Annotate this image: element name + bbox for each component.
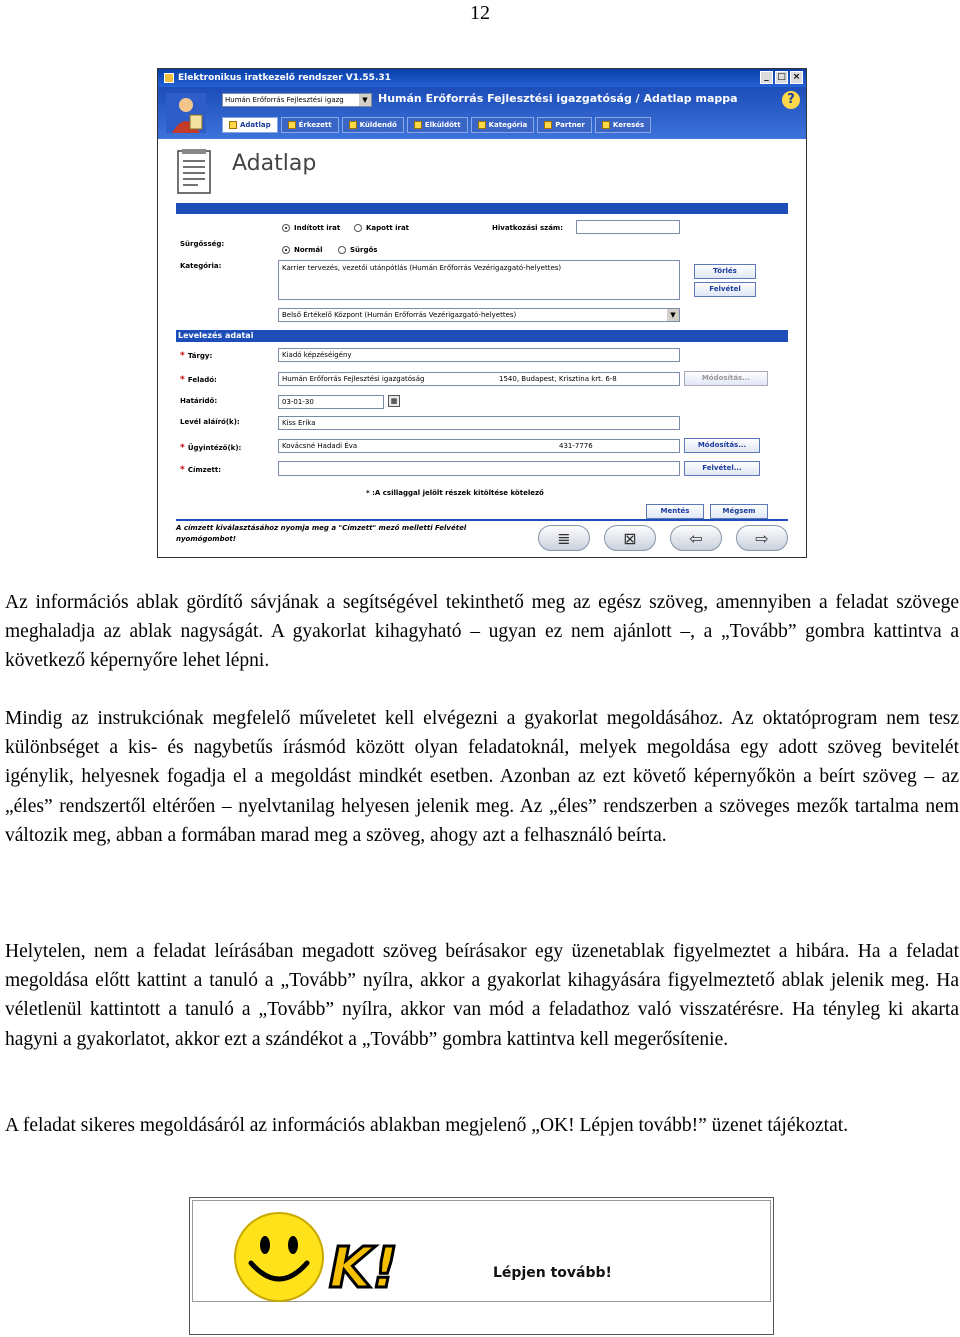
ugyintezo-phone: 431-7776 xyxy=(559,442,593,450)
modositas-ugyintezo-button[interactable]: Módosítás... xyxy=(684,438,760,453)
kategoria-textarea[interactable] xyxy=(278,260,680,300)
ugyintezo-input[interactable] xyxy=(278,439,680,453)
tutorial-nav xyxy=(538,525,788,551)
tab-icon xyxy=(544,121,552,129)
normal-label: Normál xyxy=(294,246,323,254)
ok-message-text: Lépjen tovább! xyxy=(493,1265,612,1281)
tab-icon xyxy=(414,121,422,129)
ugyintezo-value: Kovácsné Hadadi Éva xyxy=(282,442,358,450)
paragraph-4: A feladat sikeres megoldásáról az információs ablakban megjelenő „OK! Lépjen tovább!” üzenet tájékoztat. xyxy=(5,1115,849,1136)
app-screenshot xyxy=(157,68,807,558)
kategoria-value: Karrier tervezés, vezetői utánpótlás (Humán Erőforrás Vezérigazgató-helyettes) xyxy=(282,264,562,272)
paragraph-1: Az információs ablak gördítő sávjának a segítségével tekinthető meg az egész szöveg, amennyiben a feladat szövege meghaladja az ablak nagyságát. A gyakorlat kihagyható – ugyan ez nem ajánlott –, a „Tovább” gombra kattintva a következő képernyőre lehet lépni. xyxy=(5,592,959,672)
kategoria-label: Kategória: xyxy=(180,262,222,270)
szervezet-select[interactable] xyxy=(278,308,680,322)
minimize-button[interactable]: _ xyxy=(760,71,773,84)
torles-button[interactable]: Törlés xyxy=(694,264,756,279)
header-title: Humán Erőforrás Fejlesztési igazgatóság / Adatlap mappa xyxy=(378,92,738,105)
department-select-value: Humán Erőforrás Fejlesztési igazg xyxy=(225,96,344,104)
form-top-bar xyxy=(176,203,788,214)
calendar-icon[interactable]: ▦ xyxy=(388,395,400,407)
tab-kuldendo[interactable] xyxy=(342,117,404,133)
kapott-irat-label: Kapott irat xyxy=(366,224,410,232)
tab-icon xyxy=(602,121,610,129)
tab-elkuldott[interactable] xyxy=(407,117,468,133)
maximize-button[interactable]: □ xyxy=(775,71,788,84)
tab-kereses[interactable] xyxy=(595,117,651,133)
megsem-button[interactable]: Mégsem xyxy=(710,504,768,519)
required-note: * :A csillaggal jelölt részek kitöltése kötelező xyxy=(366,489,544,497)
paragraph-3: Helytelen, nem a feladat leírásában megadott szöveg beírásakor egy üzenetablak figyelmeztet a hibára. Ha a feladat megoldása előtt kattint a tanuló a „Tovább” nyílra, akkor a gyakorlat kihagyására figyelmeztető ablak jelenik meg. Ha véletlenül kattintott a tanuló a „Tovább” nyílra, akkor van mód a feladathoz való visszatérésre. Ha tényleg ki akarta hagyni a gyakorlatot, akkor ezt a szándékot a „Tovább” gombra kattintva kell megerősítenie. xyxy=(5,941,959,1050)
forward-arrow-icon[interactable]: ⇨ xyxy=(736,525,788,551)
kapott-irat-radio[interactable] xyxy=(354,224,362,232)
document-title: Adatlap xyxy=(232,151,317,176)
tab-label: Érkezett xyxy=(298,121,332,129)
levelezes-section-header: Levelezés adatai xyxy=(176,330,788,342)
smiley-icon xyxy=(233,1209,423,1305)
help-icon[interactable]: ? xyxy=(782,91,800,109)
modositas-felado-button[interactable]: Módosítás... xyxy=(684,371,768,386)
instruction-status: A címzett kiválasztásához nyomja meg a "Címzett" mező melletti Felvétel nyomógombot! xyxy=(176,524,467,543)
exit-icon[interactable]: ⊠ xyxy=(604,525,656,551)
level-alairo-input[interactable]: Kiss Erika xyxy=(278,416,680,430)
back-arrow-icon[interactable]: ⇦ xyxy=(670,525,722,551)
page-number: 12 xyxy=(470,2,490,24)
tab-icon xyxy=(229,121,237,129)
department-select[interactable] xyxy=(222,93,372,107)
tab-label: Kategória xyxy=(488,121,528,129)
chevron-down-icon: ▼ xyxy=(359,94,371,106)
ok-text: K! xyxy=(329,1236,398,1301)
surgos-label: Sürgős xyxy=(350,246,378,254)
surgos-radio[interactable] xyxy=(338,246,346,254)
indított-irat-radio[interactable] xyxy=(282,224,290,232)
hivatkozasi-szam-input[interactable] xyxy=(576,220,680,234)
person-logo-icon xyxy=(164,91,208,135)
document-header xyxy=(158,139,806,209)
tab-label: Küldendő xyxy=(359,121,397,129)
tab-label: Adatlap xyxy=(240,121,271,129)
felvetel-cimzett-button[interactable]: Felvétel... xyxy=(684,461,760,476)
hivatkozasi-szam-label: Hivatkozási szám: xyxy=(492,224,564,232)
tab-icon xyxy=(288,121,296,129)
targy-input[interactable]: Kiadó képzéséigény xyxy=(278,348,680,362)
document-icon xyxy=(174,147,214,195)
targy-label: * Tárgy: xyxy=(180,351,213,361)
tab-label: Partner xyxy=(555,121,585,129)
app-icon xyxy=(164,73,174,83)
felado-label: * Feladó: xyxy=(180,375,217,385)
nav-tabs xyxy=(222,117,651,133)
tab-label: Elküldött xyxy=(424,121,461,129)
chevron-down-icon: ▼ xyxy=(667,309,679,321)
window-title: Elektronikus iratkezelő rendszer V1.55.31 xyxy=(178,73,391,83)
app-header xyxy=(158,87,806,139)
indított-irat-label: Indított irat xyxy=(294,224,341,232)
szervezet-value: Belső Értékelő Központ (Humán Erőforrás Vezérigazgató-helyettes) xyxy=(282,311,517,319)
felado-value: Humán Erőforrás Fejlesztési igazgatóság xyxy=(282,375,425,383)
mentes-button[interactable]: Mentés xyxy=(646,504,704,519)
level-alairo-label: Levél aláíró(k): xyxy=(180,418,240,426)
status-divider xyxy=(176,519,788,521)
felado-address: 1540, Budapest, Krisztina krt. 6-8 xyxy=(499,375,617,383)
tab-partner[interactable] xyxy=(537,117,592,133)
normal-radio[interactable] xyxy=(282,246,290,254)
felvetel-kategoria-button[interactable]: Felvétel xyxy=(694,282,756,297)
tab-kategoria[interactable] xyxy=(471,117,535,133)
tab-erkezett[interactable] xyxy=(281,117,339,133)
ok-message-screenshot xyxy=(189,1197,774,1335)
tab-icon xyxy=(478,121,486,129)
cimzett-label: * Címzett: xyxy=(180,465,221,475)
surgosseg-label: Sürgősség: xyxy=(180,240,225,248)
ok-message-panel xyxy=(192,1200,771,1302)
tab-icon xyxy=(349,121,357,129)
close-button[interactable]: × xyxy=(790,71,803,84)
window-titlebar xyxy=(158,69,806,87)
ugyintezo-label: * Ügyintéző(k): xyxy=(180,443,242,453)
paragraph-2: Mindig az instrukciónak megfelelő műveletet kell elvégezni a gyakorlat megoldásához. Az oktatóprogram nem tesz különbséget a kis- és nagybetűs írásmód között olyan feladatoknál, melyek megoldása egy adott szöveg bevitelét igénylik, helyesnek fogadja el a megoldást mindkét esetben. Azonban az ezt követő képernyőkön a beírt szöveg – az „éles” rendszertől eltérően – nyelvtanilag helyesen jelenik meg. Az „éles” rendszerben a szöveges mezők tartalma nem változik meg, abban a formában marad meg a szöveg, ahogy azt a felhasználó beírta. xyxy=(5,708,959,846)
hatarido-input[interactable]: 03-01-30 xyxy=(278,395,384,409)
tab-label: Keresés xyxy=(612,121,645,129)
cimzett-input[interactable] xyxy=(278,461,680,476)
tab-adatlap[interactable] xyxy=(222,117,278,133)
notes-icon[interactable]: ≣ xyxy=(538,525,590,551)
hatarido-label: Határidő: xyxy=(180,397,218,405)
felado-input[interactable] xyxy=(278,372,680,386)
